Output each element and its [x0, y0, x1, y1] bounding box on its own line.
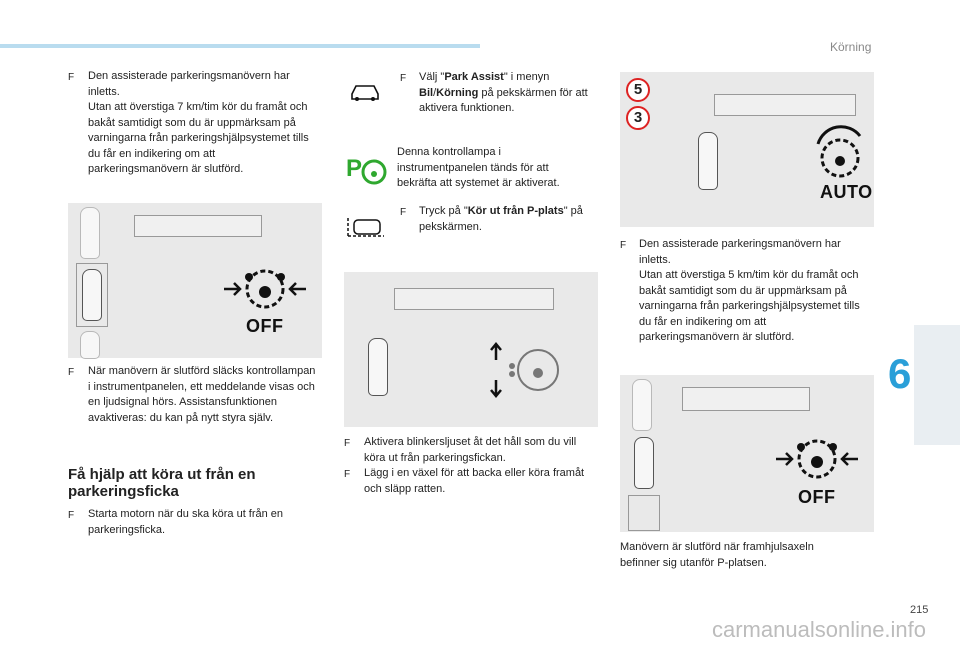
parking-slot — [394, 288, 554, 310]
exit-parking-label: Kör ut från P-plats — [467, 205, 564, 217]
col2-bullet-1: Aktivera blinkersljuset åt det håll som du vill köra ut från parkeringsfickan. — [364, 436, 577, 464]
section-title: Körning — [830, 40, 872, 54]
bullet-icon: F — [620, 240, 627, 251]
menu-korning-label: Körning — [436, 86, 479, 99]
illustration-exit-start — [344, 272, 598, 427]
menu-bil-label: Bil — [419, 86, 434, 99]
chapter-tab — [914, 325, 960, 445]
car-menu-icon — [348, 80, 382, 102]
col3-text: Den assisterade parkeringsmanövern har inletts. — [639, 238, 841, 266]
header-bar — [0, 44, 480, 48]
svg-text:P: P — [346, 155, 363, 182]
steering-wheel-icon — [490, 340, 570, 400]
gear-5-icon: 5 — [626, 78, 650, 102]
col3-final-text: Manövern är slutförd när framhjulsaxeln befinner sig utanför P-platsen. — [620, 541, 814, 569]
col2-text: Tryck på " — [419, 205, 468, 217]
car-icon — [82, 269, 102, 321]
steering-wheel-icon — [810, 124, 870, 184]
off-label: OFF — [246, 316, 284, 336]
parking-slot — [714, 94, 856, 116]
col2-text: Välj " — [419, 71, 445, 83]
col2-step-1 — [419, 70, 594, 117]
parking-slot — [682, 387, 810, 411]
col2-text: på pekskärmen för att aktivera funktionen. — [419, 86, 588, 114]
bullet-icon: F — [68, 367, 75, 378]
car-icon — [368, 338, 388, 396]
col1-text: Den assisterade parkeringsmanövern har inletts. — [88, 70, 290, 98]
watermark: carmanualsonline.info — [712, 617, 927, 642]
col2-bullet-2: Lägg i en växel för att backa eller köra framåt och släpp ratten. — [364, 467, 585, 495]
illustration-auto — [620, 72, 874, 227]
col1-paragraph-2: När manövern är slutförd släcks kontrollampan i instrumentpanelen, ett meddelande visas och en ljudsignal hörs. Assistansfunktionen avaktiveras: du kan på nytt styra själv. — [88, 365, 316, 424]
exit-parking-icon — [346, 214, 386, 240]
col3-paragraph-1 — [639, 237, 869, 346]
bullet-icon: F — [344, 469, 351, 480]
bullet-icon: F — [400, 207, 407, 218]
steering-wheel-icon — [220, 267, 310, 311]
col3-text: Utan att överstiga 5 km/tim kör du framåt och bakåt samtidigt som du är uppmärksam på varningarna från parkeringshjälpsystemet tills du får en indikering om att parkeringsmanövern är slutförd. — [639, 269, 860, 343]
parked-car-icon — [80, 331, 100, 359]
gear-3-icon: 3 — [626, 106, 650, 130]
illustration-exit-off — [620, 375, 874, 532]
bullet-icon: F — [344, 438, 351, 449]
parking-slot — [134, 215, 262, 237]
col2-text: " i menyn — [503, 71, 550, 83]
col2-lamp-text: Denna kontrollampa i instrumentpanelen tänds för att bekräfta att systemet är aktiverat. — [397, 146, 560, 189]
col2-text: " på pekskärmen. — [419, 205, 583, 233]
parked-car-icon — [80, 207, 100, 259]
car-icon — [698, 132, 718, 190]
park-assist-lamp-icon — [346, 152, 388, 186]
parked-car-icon — [632, 379, 652, 431]
page-number: 215 — [910, 604, 929, 616]
col2-text: / — [433, 86, 437, 99]
bullet-icon: F — [68, 510, 75, 521]
auto-label: AUTO — [820, 182, 873, 202]
bullet-icon: F — [68, 72, 75, 83]
park-assist-label: Park Assist — [444, 71, 504, 83]
steering-wheel-icon — [772, 437, 862, 481]
col1-paragraph-1 — [88, 69, 318, 178]
col1-paragraph-3: Starta motorn när du ska köra ut från en parkeringsficka. — [88, 508, 284, 536]
col2-step-2 — [419, 204, 594, 235]
parking-space — [628, 495, 660, 531]
col1-text: Utan att överstiga 7 km/tim kör du framåt och bakåt samtidigt som du är uppmärksam på varningarna från parkeringshjälpsystemet tills du får en indikering om att parkeringsmanövern är slutförd. — [88, 101, 309, 175]
car-icon — [634, 437, 654, 489]
chapter-number: 6 — [888, 350, 912, 397]
section-heading: Få hjälp att köra ut från en parkeringsficka — [68, 466, 256, 500]
off-label: OFF — [798, 487, 836, 507]
illustration-park-off — [68, 203, 322, 358]
bullet-icon: F — [400, 73, 407, 84]
